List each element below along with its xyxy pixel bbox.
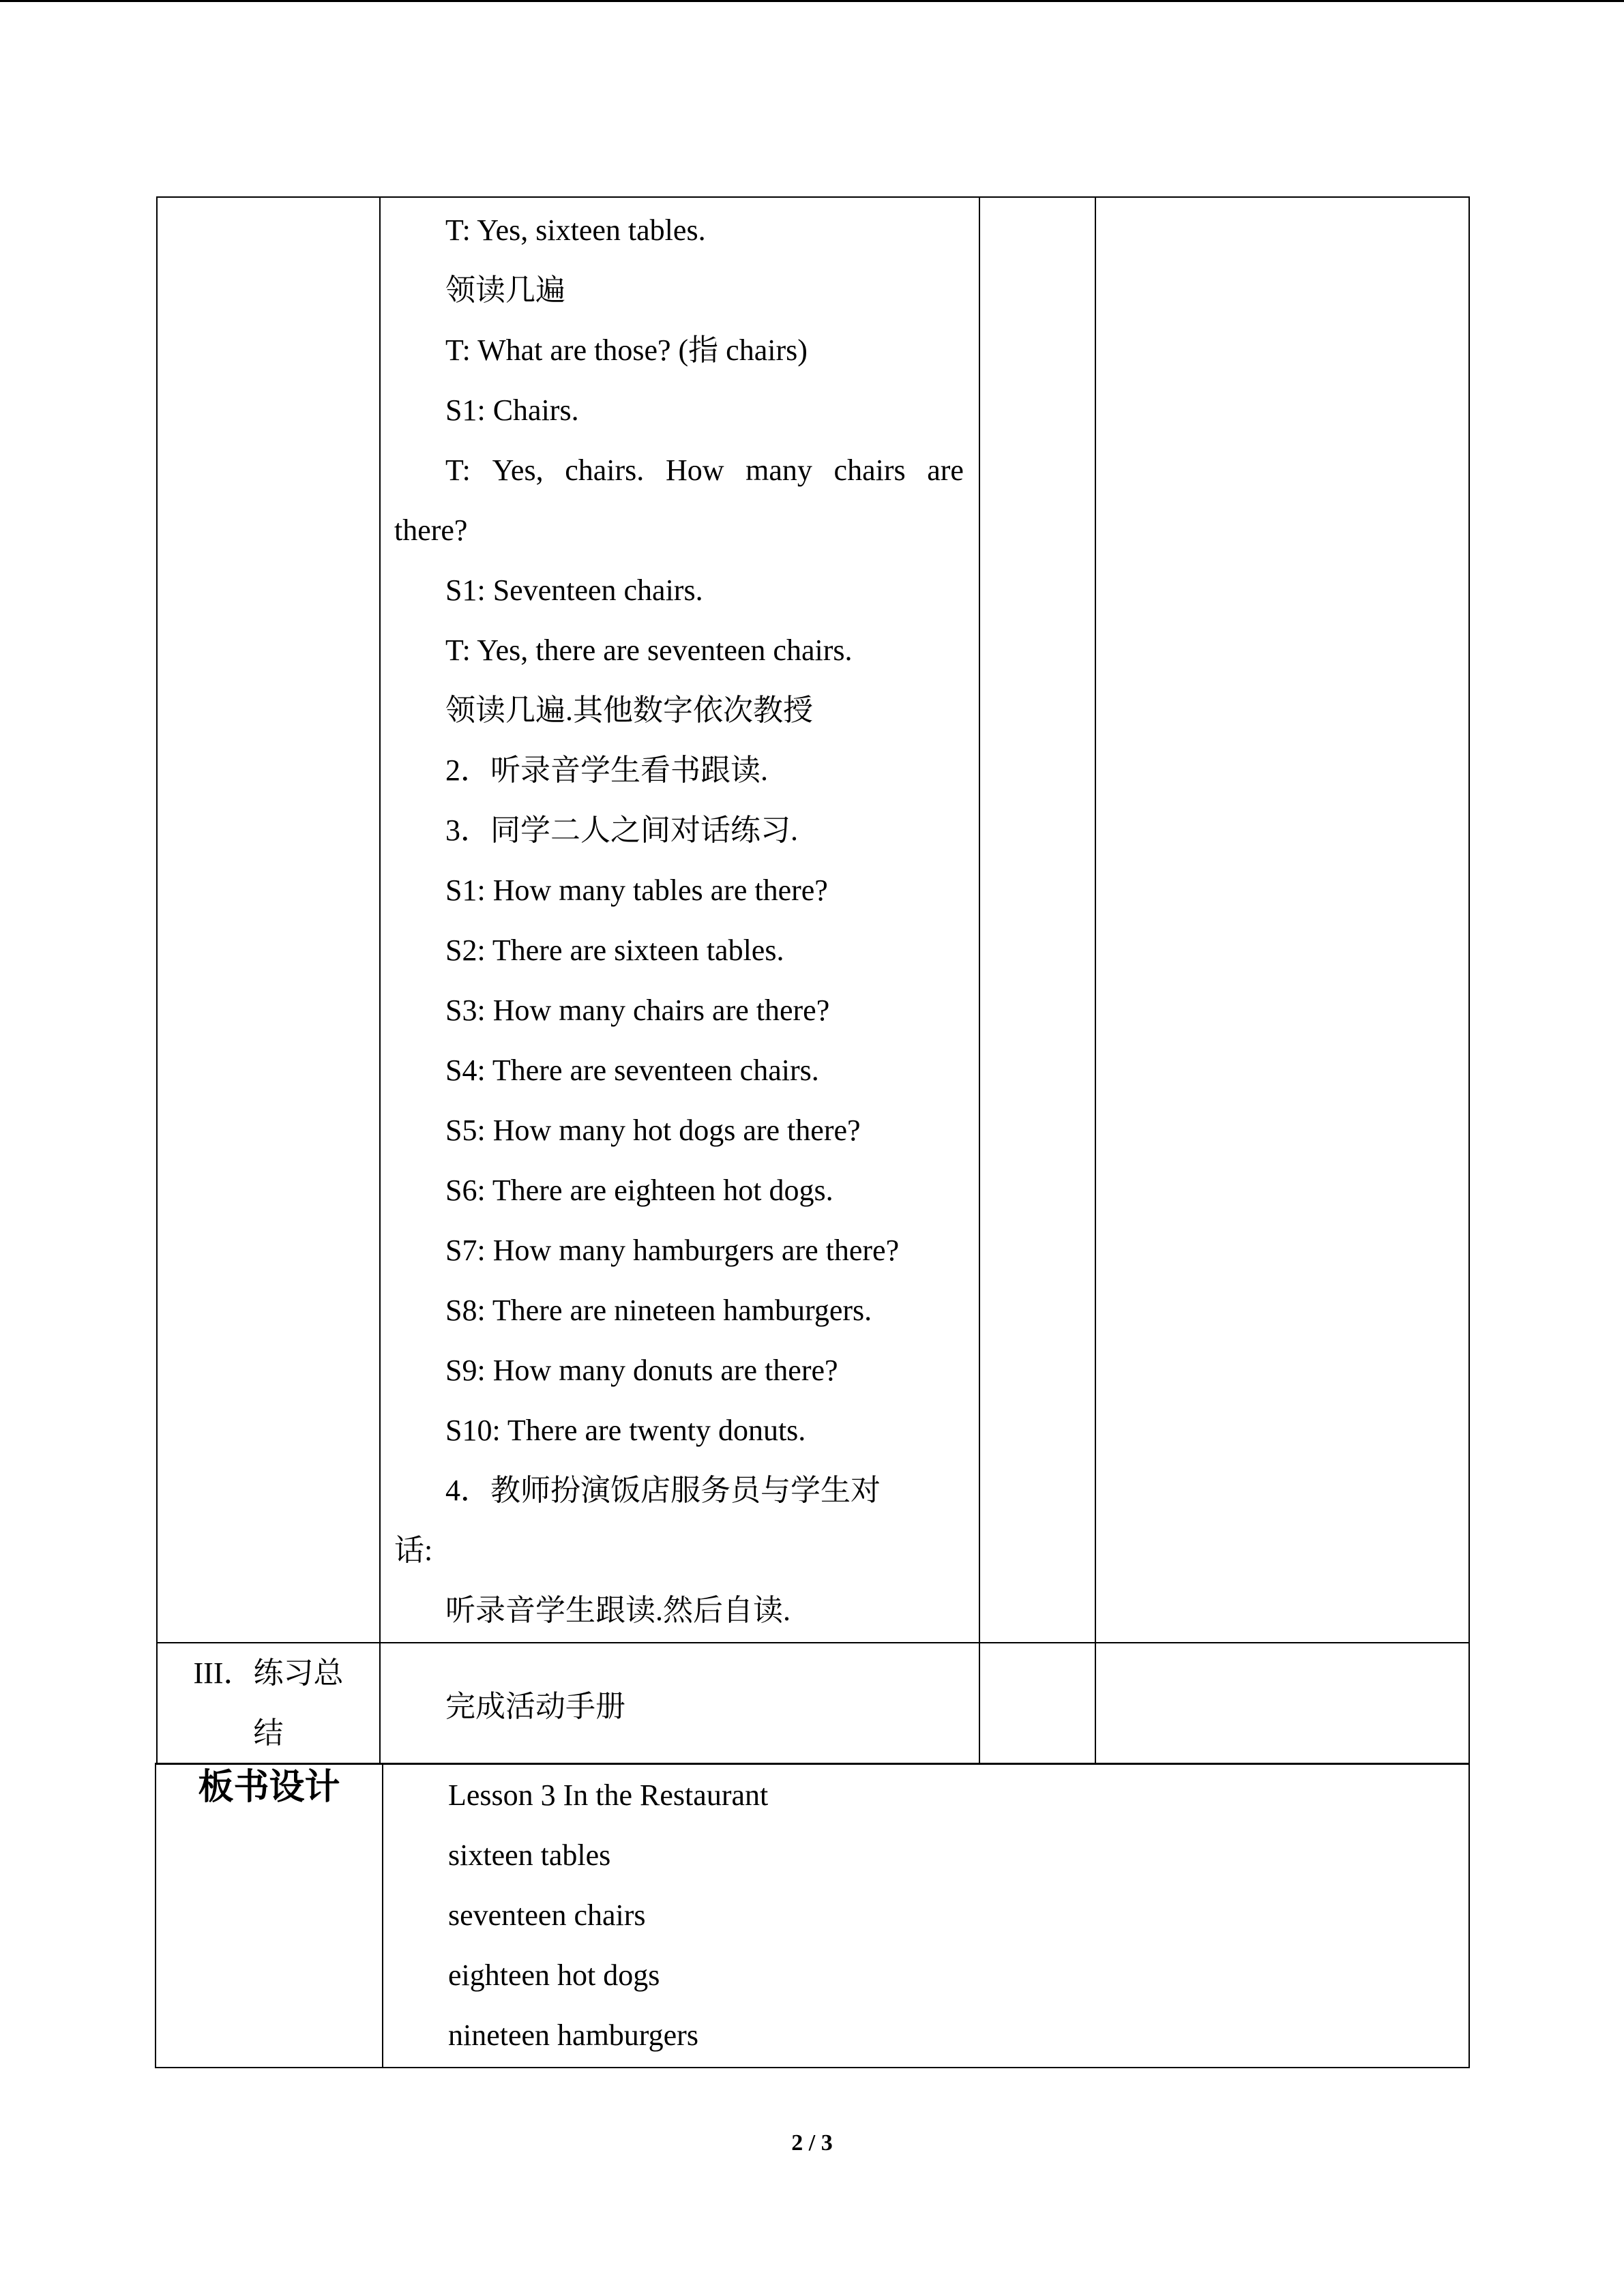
procedure-line: S4: There are seventeen chairs. — [445, 1054, 819, 1087]
procedure-line: T: Yes, there are seventeen chairs. — [445, 633, 853, 667]
procedure-line: S3: How many chairs are there? — [445, 994, 830, 1027]
board-line: Lesson 3 In the Restaurant — [448, 1778, 769, 1812]
procedure-line: 3．同学二人之间对话练习. — [445, 814, 798, 847]
practice-stage-cell — [157, 1643, 380, 1764]
empty-cell — [979, 1643, 1095, 1764]
procedure-line: S1: Seventeen chairs. — [445, 573, 703, 607]
procedure-lines — [381, 202, 979, 1642]
procedure-line: 4．教师扮演饭店服务员与学生对 — [445, 1474, 881, 1507]
lesson-procedure-table — [156, 196, 1470, 1765]
procedure-line: 领读几遍.其他数字依次教授 — [445, 694, 813, 727]
word: are — [927, 453, 964, 487]
board-design-content-cell — [383, 1763, 1469, 2068]
procedure-line: 话: — [394, 1534, 433, 1567]
word: T: — [445, 453, 471, 487]
procedure-row — [157, 197, 1469, 1643]
empty-cell — [1095, 1643, 1469, 1764]
board-line: nineteen hamburgers — [448, 2018, 698, 2052]
procedure-line: S10: There are twenty donuts. — [445, 1414, 806, 1447]
procedure-line: S6: There are eighteen hot dogs. — [445, 1174, 833, 1207]
board-line: seventeen chairs — [448, 1898, 646, 1932]
procedure-line: T: Yes, sixteen tables. — [445, 213, 706, 247]
procedure-line: S1: How many tables are there? — [445, 874, 828, 907]
procedure-line-justified — [381, 442, 979, 502]
board-design-table — [155, 1763, 1470, 2068]
empty-cell — [979, 197, 1095, 1643]
board-design-row — [156, 1763, 1469, 2068]
practice-content: 完成活动手册 — [445, 1690, 625, 1723]
practice-content-cell — [380, 1643, 979, 1764]
procedure-line: there? — [394, 513, 468, 547]
top-border — [0, 0, 1624, 2]
practice-row — [157, 1643, 1469, 1764]
page-number: 2 / 3 — [791, 2130, 833, 2156]
board-design-lines — [383, 1767, 1468, 2067]
board-design-heading: 板书设计 — [198, 1768, 340, 1807]
procedure-line: S1: Chairs. — [445, 393, 579, 427]
procedure-line: S7: How many hamburgers are there? — [445, 1234, 900, 1267]
practice-label-line2: 结 — [253, 1716, 284, 1750]
stage-cell — [157, 197, 380, 1643]
word: many — [745, 453, 812, 487]
board-line: sixteen tables — [448, 1838, 611, 1872]
procedure-line: S5: How many hot dogs are there? — [445, 1114, 861, 1147]
word: Yes, — [492, 453, 544, 487]
procedure-line: S9: How many donuts are there? — [445, 1354, 838, 1387]
procedure-line: S2: There are sixteen tables. — [445, 934, 784, 967]
procedure-line: S8: There are nineteen hamburgers. — [445, 1294, 872, 1327]
procedure-line: 听录音学生跟读.然后自读. — [445, 1594, 791, 1627]
procedure-line: 领读几遍 — [445, 273, 565, 307]
empty-cell — [1095, 197, 1469, 1643]
word: chairs — [833, 453, 906, 487]
board-design-heading-cell — [156, 1763, 383, 2068]
practice-label-line1: III．练习总 — [193, 1656, 344, 1690]
procedure-line: T: What are those? (指 chairs) — [445, 333, 808, 367]
board-line: eighteen hot dogs — [448, 1958, 660, 1992]
procedure-line: 2．听录音学生看书跟读. — [445, 754, 768, 787]
word: chairs. — [565, 453, 645, 487]
procedure-content-cell — [380, 197, 979, 1643]
word: How — [665, 453, 724, 487]
